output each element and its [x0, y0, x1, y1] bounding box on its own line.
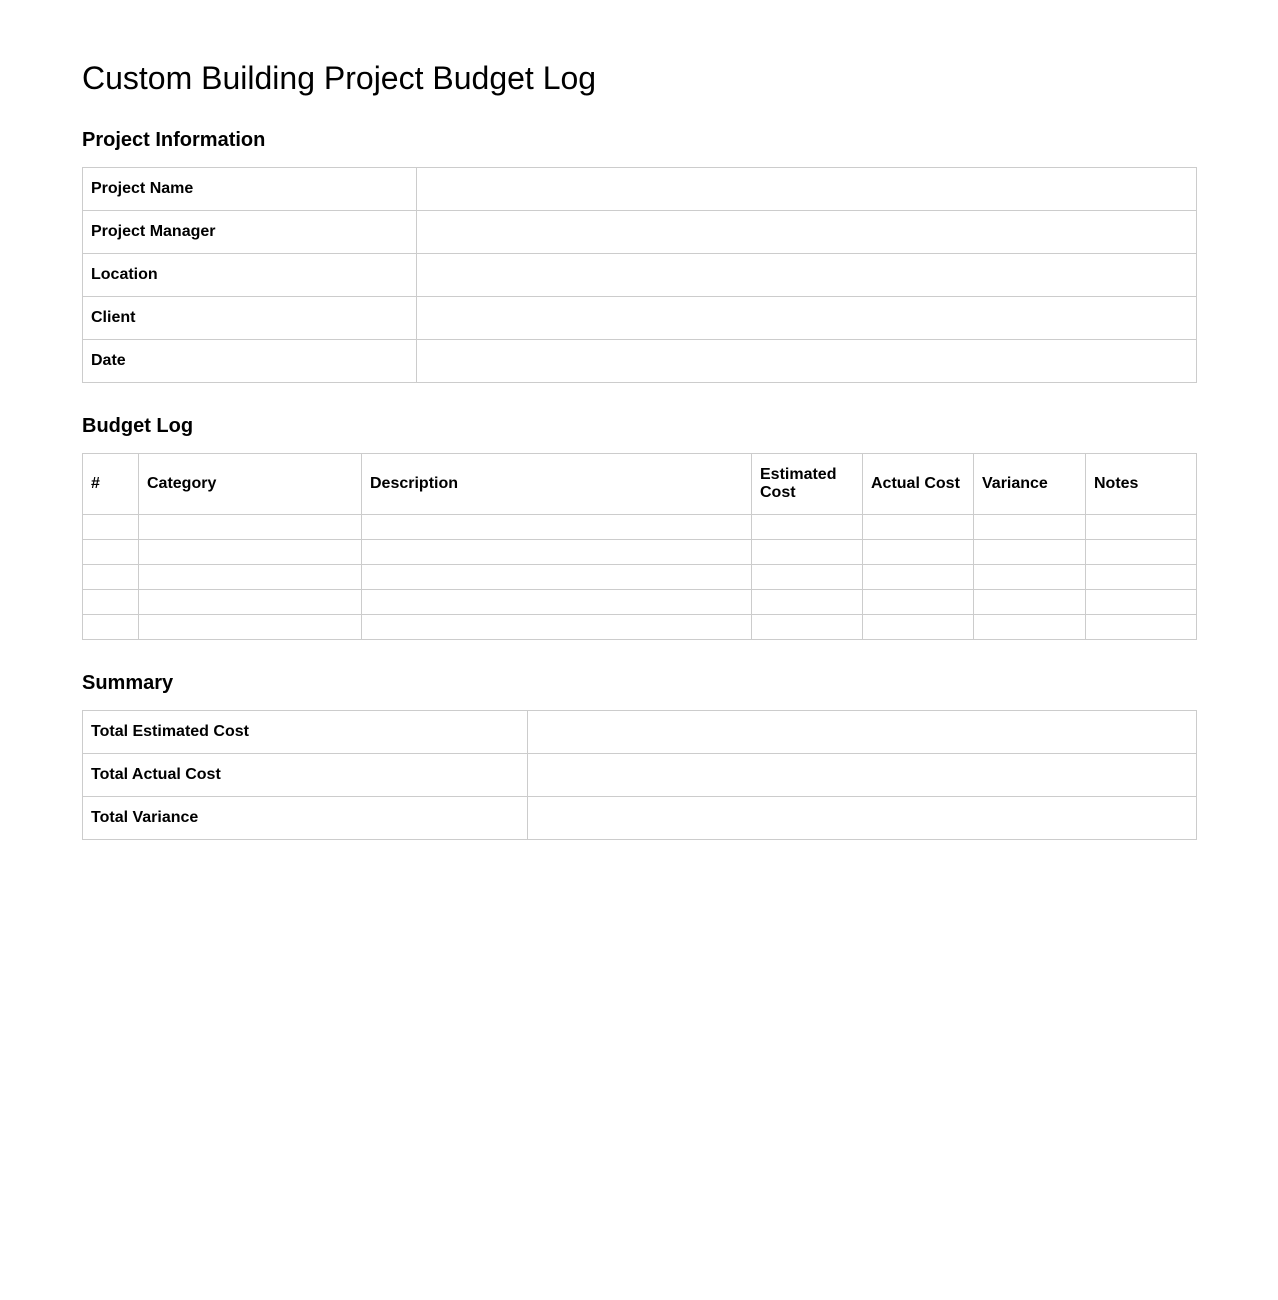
cell-actual-cost[interactable]: [863, 615, 974, 640]
column-header-description: Description: [362, 454, 752, 515]
cell-actual-cost[interactable]: [863, 515, 974, 540]
table-row: [83, 340, 1197, 383]
summary-heading: Summary: [82, 672, 174, 694]
cell-number[interactable]: [83, 590, 139, 615]
project-manager-value[interactable]: [417, 211, 1197, 254]
table-row: [83, 590, 1197, 615]
column-header-number: #: [83, 454, 139, 515]
cell-actual-cost[interactable]: [863, 565, 974, 590]
budget-log-heading: Budget Log: [82, 415, 194, 437]
table-row: [83, 797, 1197, 840]
date-value[interactable]: [417, 340, 1197, 383]
location-label: Location: [83, 254, 417, 297]
budget-log-table: [82, 453, 1197, 640]
cell-number[interactable]: [83, 615, 139, 640]
total-estimated-cost-label: Total Estimated Cost: [83, 711, 528, 754]
cell-notes[interactable]: [1086, 590, 1197, 615]
total-actual-cost-value[interactable]: [528, 754, 1197, 797]
cell-notes[interactable]: [1086, 540, 1197, 565]
total-variance-value[interactable]: [528, 797, 1197, 840]
cell-notes[interactable]: [1086, 565, 1197, 590]
table-row: [83, 615, 1197, 640]
cell-estimated-cost[interactable]: [752, 590, 863, 615]
cell-number[interactable]: [83, 540, 139, 565]
summary-table: [82, 710, 1197, 840]
cell-category[interactable]: [139, 515, 362, 540]
cell-category[interactable]: [139, 540, 362, 565]
cell-number[interactable]: [83, 565, 139, 590]
total-estimated-cost-value[interactable]: [528, 711, 1197, 754]
column-header-variance: Variance: [974, 454, 1086, 515]
project-name-label: Project Name: [83, 168, 417, 211]
cell-description[interactable]: [362, 615, 752, 640]
cell-variance[interactable]: [974, 515, 1086, 540]
project-name-value[interactable]: [417, 168, 1197, 211]
cell-description[interactable]: [362, 565, 752, 590]
cell-variance[interactable]: [974, 590, 1086, 615]
date-label: Date: [83, 340, 417, 383]
cell-category[interactable]: [139, 590, 362, 615]
client-value[interactable]: [417, 297, 1197, 340]
column-header-actual-cost: Actual Cost: [863, 454, 974, 515]
column-header-notes: Notes: [1086, 454, 1197, 515]
cell-description[interactable]: [362, 515, 752, 540]
total-variance-label: Total Variance: [83, 797, 528, 840]
table-row: [83, 711, 1197, 754]
column-header-estimated-cost: Estimated Cost: [752, 454, 863, 515]
table-row: [83, 254, 1197, 297]
cell-category[interactable]: [139, 615, 362, 640]
cell-description[interactable]: [362, 540, 752, 565]
column-header-category: Category: [139, 454, 362, 515]
client-label: Client: [83, 297, 417, 340]
cell-actual-cost[interactable]: [863, 540, 974, 565]
table-row: [83, 515, 1197, 540]
cell-number[interactable]: [83, 515, 139, 540]
table-row: [83, 297, 1197, 340]
cell-description[interactable]: [362, 590, 752, 615]
cell-variance[interactable]: [974, 540, 1086, 565]
cell-estimated-cost[interactable]: [752, 615, 863, 640]
cell-variance[interactable]: [974, 565, 1086, 590]
cell-notes[interactable]: [1086, 515, 1197, 540]
page-title: Custom Building Project Budget Log: [82, 60, 597, 96]
cell-category[interactable]: [139, 565, 362, 590]
cell-actual-cost[interactable]: [863, 590, 974, 615]
location-value[interactable]: [417, 254, 1197, 297]
table-row: [83, 540, 1197, 565]
project-info-heading: Project Information: [82, 129, 266, 151]
table-row: [83, 565, 1197, 590]
cell-variance[interactable]: [974, 615, 1086, 640]
cell-estimated-cost[interactable]: [752, 515, 863, 540]
table-row: [83, 168, 1197, 211]
table-row: [83, 754, 1197, 797]
total-actual-cost-label: Total Actual Cost: [83, 754, 528, 797]
table-row: [83, 211, 1197, 254]
cell-estimated-cost[interactable]: [752, 540, 863, 565]
table-header-row: [83, 454, 1197, 515]
project-info-table: [82, 167, 1197, 383]
cell-notes[interactable]: [1086, 615, 1197, 640]
cell-estimated-cost[interactable]: [752, 565, 863, 590]
project-manager-label: Project Manager: [83, 211, 417, 254]
